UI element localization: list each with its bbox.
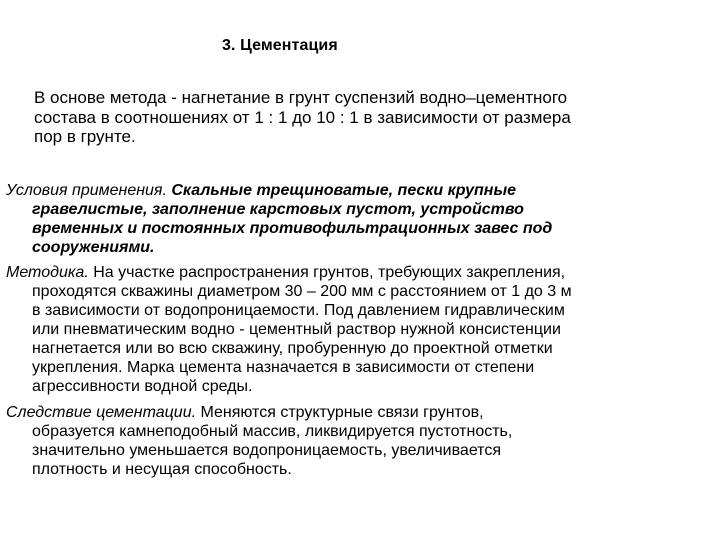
consequence-section <box>6 403 718 479</box>
conditions-first-line <box>6 181 718 200</box>
slide-title: 3. Цементация <box>222 37 338 54</box>
consequence-line: плотность и несущая способность. <box>32 461 292 478</box>
consequence-label: Следствие цементации. <box>6 404 197 421</box>
intro-paragraph <box>34 88 714 147</box>
method-line: агрессивности водной среды. <box>32 378 253 395</box>
conditions-label: Условия применения. <box>6 182 167 199</box>
consequence-first-line <box>6 403 718 422</box>
method-line: укрепления. Марка цемента назначается в зависимости от степени <box>32 359 535 376</box>
method-text: На участке распространения грунтов, требующих закрепления, <box>93 264 566 281</box>
method-label: Методика. <box>6 264 89 281</box>
conditions-text: Скальные трещиноватые, пески крупные <box>171 182 516 199</box>
consequence-line: значительно уменьшается водопроницаемость, увеличивается <box>32 442 501 459</box>
consequence-line: образуется камнеподобный массив, ликвидируется пустотность, <box>32 423 513 440</box>
intro-line: состава в соотношениях от 1 : 1 до 10 : 1 в зависимости от размера <box>34 107 571 127</box>
method-line: в зависимости от водопроницаемости. Под давлением гидравлическим <box>32 302 565 319</box>
method-line: нагнетается или во всю скважину, пробуренную до проектной отметки <box>32 340 553 357</box>
method-line: или пневматическим водно - цементный раствор нужной консистенции <box>32 321 561 338</box>
consequence-text: Меняются структурные связи грунтов, <box>200 404 484 421</box>
method-first-line <box>6 263 718 282</box>
conditions-section <box>6 181 718 257</box>
intro-line: пор в грунте. <box>34 127 136 146</box>
method-section <box>6 263 718 396</box>
conditions-line: гравелистые, заполнение карстовых пустот, устройство <box>32 201 524 218</box>
conditions-line: сооружениями. <box>32 239 155 256</box>
conditions-line: временных и постоянных противофильтрационных завес под <box>32 220 553 237</box>
method-line: проходятся скважины диаметром 30 – 200 мм с расстоянием от 1 до 3 м <box>32 283 572 300</box>
intro-line: В основе метода - нагнетание в грунт суспензий водно–цементного <box>34 88 568 107</box>
